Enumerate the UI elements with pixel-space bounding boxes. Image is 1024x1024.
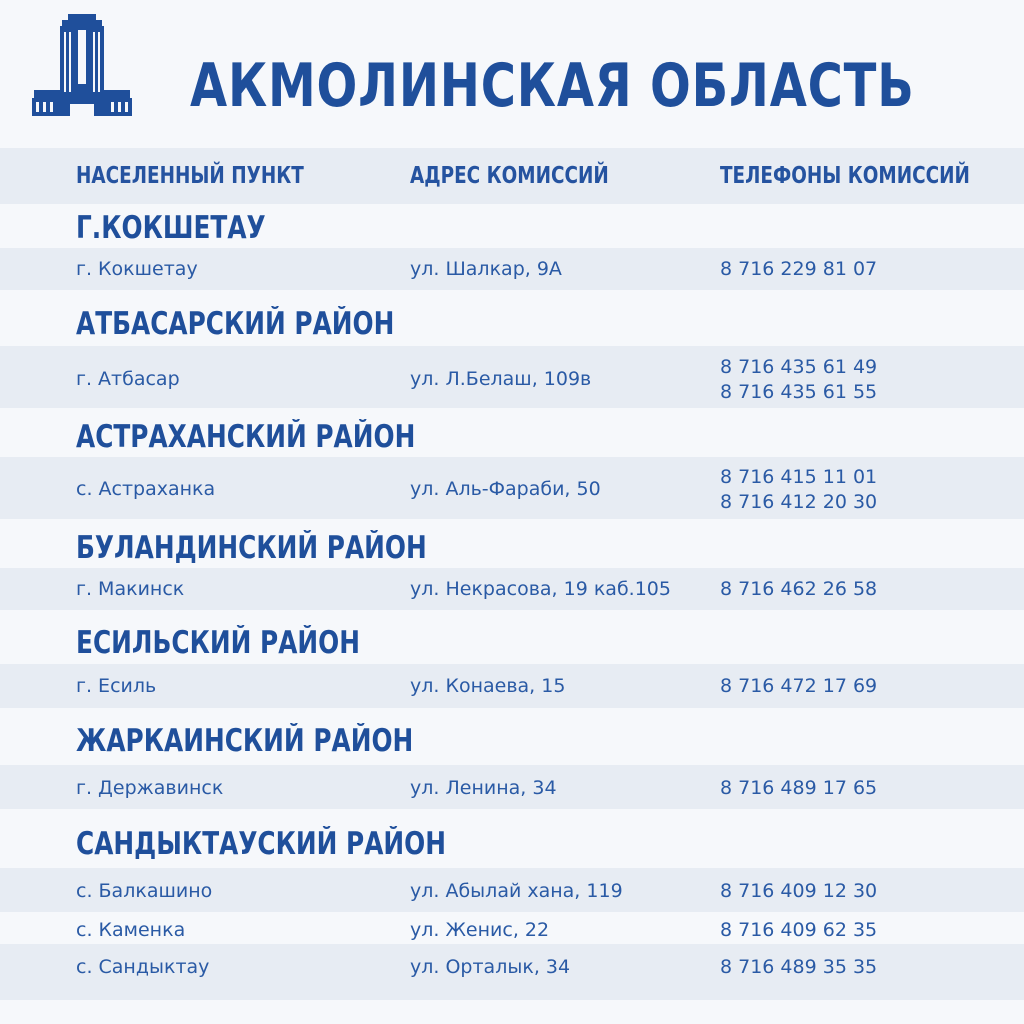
phone-cell: 8 716 489 17 65 (720, 777, 878, 799)
address-cell: ул. Женис, 22 (410, 919, 550, 941)
place-cell: г. Есиль (76, 675, 157, 697)
address-cell: ул. Конаева, 15 (410, 675, 566, 697)
address-cell: ул. Аль-Фараби, 50 (410, 478, 601, 500)
address-cell: ул. Абылай хана, 119 (410, 880, 623, 902)
place-cell: г. Державинск (76, 777, 224, 799)
place-cell: г. Кокшетау (76, 258, 198, 280)
column-header-address: АДРЕС КОМИССИЙ (410, 163, 609, 189)
phone-cell: 8 716 435 61 49 (720, 356, 878, 378)
place-cell: г. Макинск (76, 578, 185, 600)
column-header-place: НАСЕЛЕННЫЙ ПУНКТ (76, 163, 304, 189)
phone-cell: 8 716 462 26 58 (720, 578, 878, 600)
phone-cell: 8 716 435 61 55 (720, 381, 878, 403)
phone-cell: 8 716 409 62 35 (720, 919, 878, 941)
column-header-phones: ТЕЛЕФОНЫ КОМИССИЙ (720, 163, 970, 189)
address-cell: ул. Орталык, 34 (410, 956, 571, 978)
address-cell: ул. Некрасова, 19 каб.105 (410, 578, 671, 600)
phone-cell: 8 716 409 12 30 (720, 880, 878, 902)
section-title: АСТРАХАНСКИЙ РАЙОН (76, 419, 416, 455)
phone-cell: 8 716 412 20 30 (720, 491, 878, 513)
place-cell: с. Балкашино (76, 880, 213, 902)
page-title: АКМОЛИНСКАЯ ОБЛАСТЬ (190, 51, 915, 121)
address-cell: ул. Л.Белаш, 109в (410, 368, 592, 390)
phone-cell: 8 716 415 11 01 (720, 466, 878, 488)
section-title: АТБАСАРСКИЙ РАЙОН (76, 306, 395, 342)
building-logo-icon (32, 12, 132, 116)
section-title: ЖАРКАИНСКИЙ РАЙОН (76, 723, 414, 759)
place-cell: с. Астраханка (76, 478, 216, 500)
address-cell: ул. Шалкар, 9А (410, 258, 562, 280)
place-cell: с. Каменка (76, 919, 186, 941)
phone-cell: 8 716 229 81 07 (720, 258, 878, 280)
place-cell: с. Сандыктау (76, 956, 210, 978)
section-title: ЕСИЛЬСКИЙ РАЙОН (76, 625, 360, 661)
phone-cell: 8 716 472 17 69 (720, 675, 878, 697)
phone-cell: 8 716 489 35 35 (720, 956, 878, 978)
address-cell: ул. Ленина, 34 (410, 777, 557, 799)
section-title: БУЛАНДИНСКИЙ РАЙОН (76, 530, 427, 566)
section-title: Г.КОКШЕТАУ (76, 210, 266, 246)
place-cell: г. Атбасар (76, 368, 180, 390)
section-title: САНДЫКТАУСКИЙ РАЙОН (76, 826, 447, 862)
